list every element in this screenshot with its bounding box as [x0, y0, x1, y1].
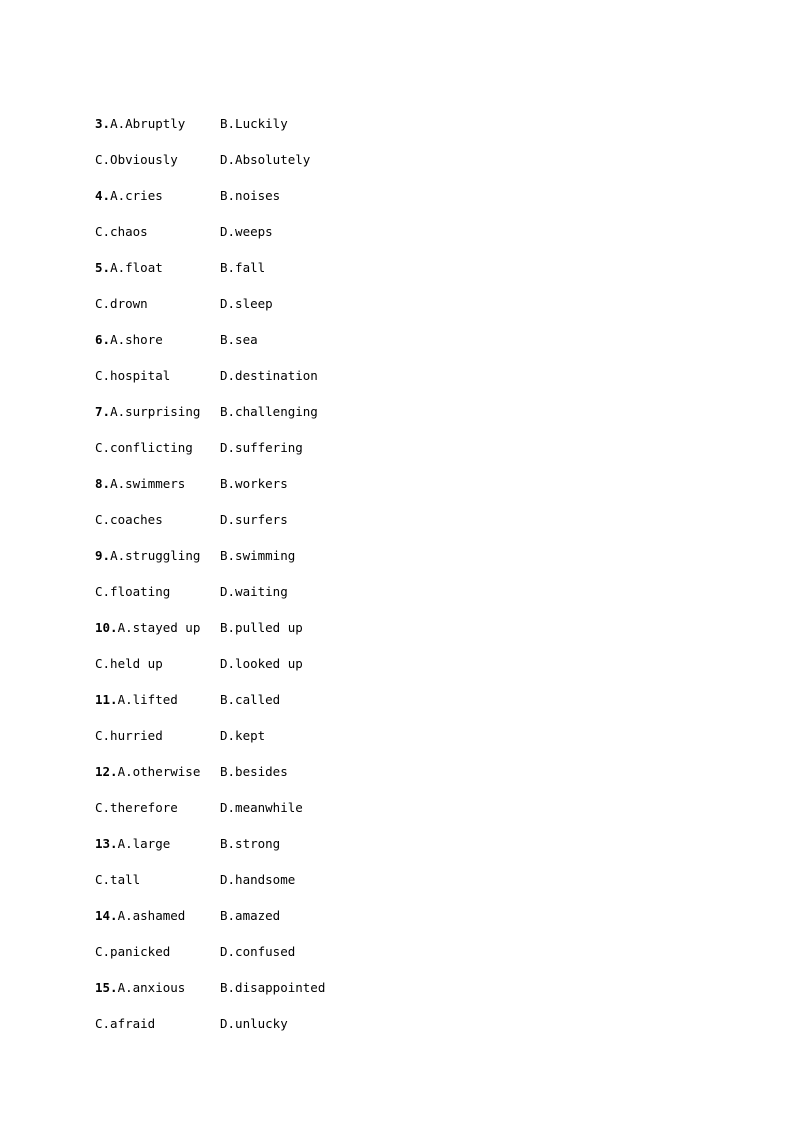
- option-d: D.handsome: [220, 871, 296, 887]
- option-c: C.hurried: [95, 727, 163, 743]
- question-number: 12.: [95, 763, 118, 779]
- option-row-ab: [95, 177, 695, 213]
- option-d: D.looked up: [220, 655, 303, 671]
- option-cell-a: [95, 692, 220, 707]
- option-c: C.Obviously: [95, 151, 178, 167]
- option-row-ab: [95, 753, 695, 789]
- option-d: D.unlucky: [220, 1015, 288, 1031]
- option-row-cd: [95, 933, 695, 969]
- option-d: D.surfers: [220, 511, 288, 527]
- question-number: 4.: [95, 187, 111, 203]
- option-c: C.hospital: [95, 367, 171, 383]
- option-d: D.kept: [220, 727, 266, 743]
- option-b: B.pulled up: [220, 619, 303, 635]
- option-row-cd: [95, 357, 695, 393]
- option-cell-a: [95, 548, 220, 563]
- question-number: 14.: [95, 907, 118, 923]
- option-b: B.Luckily: [220, 115, 288, 131]
- option-c: C.chaos: [95, 223, 148, 239]
- question-number: 11.: [95, 691, 118, 707]
- option-b: B.fall: [220, 259, 266, 275]
- option-a: A.cries: [110, 187, 163, 203]
- option-row-ab: [95, 249, 695, 285]
- option-b: B.strong: [220, 835, 281, 851]
- option-a: A.surprising: [110, 403, 201, 419]
- option-c: C.drown: [95, 295, 148, 311]
- option-row-cd: [95, 501, 695, 537]
- option-c: C.held up: [95, 655, 163, 671]
- option-row-ab: [95, 465, 695, 501]
- option-b: B.disappointed: [220, 979, 326, 995]
- option-row-cd: [95, 861, 695, 897]
- option-cell-a: [95, 332, 220, 347]
- option-row-ab: [95, 825, 695, 861]
- question-number: 13.: [95, 835, 118, 851]
- option-cell-a: [95, 980, 220, 995]
- option-d: D.suffering: [220, 439, 303, 455]
- option-b: B.noises: [220, 187, 281, 203]
- option-d: D.waiting: [220, 583, 288, 599]
- option-c: C.therefore: [95, 799, 178, 815]
- option-d: D.Absolutely: [220, 151, 311, 167]
- option-row-ab: [95, 537, 695, 573]
- option-a: A.struggling: [110, 547, 201, 563]
- question-number: 3.: [95, 115, 111, 131]
- option-row-cd: [95, 429, 695, 465]
- option-b: B.sea: [220, 331, 258, 347]
- option-row-ab: [95, 969, 695, 1005]
- option-cell-a: [95, 116, 220, 131]
- question-number: 9.: [95, 547, 111, 563]
- option-b: B.called: [220, 691, 281, 707]
- option-row-ab: [95, 897, 695, 933]
- option-c: C.tall: [95, 871, 141, 887]
- option-d: D.weeps: [220, 223, 273, 239]
- option-c: C.floating: [95, 583, 171, 599]
- option-a: A.ashamed: [117, 907, 186, 923]
- option-row-ab: [95, 681, 695, 717]
- option-b: B.swimming: [220, 547, 296, 563]
- option-row-ab: [95, 105, 695, 141]
- option-cell-a: [95, 620, 220, 635]
- option-b: B.besides: [220, 763, 288, 779]
- option-row-cd: [95, 213, 695, 249]
- option-d: D.meanwhile: [220, 799, 303, 815]
- option-c: C.afraid: [95, 1015, 156, 1031]
- option-a: A.anxious: [117, 979, 186, 995]
- option-d: D.confused: [220, 943, 296, 959]
- option-c: C.coaches: [95, 511, 163, 527]
- question-number: 5.: [95, 259, 111, 275]
- option-row-cd: [95, 141, 695, 177]
- question-list: [95, 105, 695, 1041]
- option-a: A.Abruptly: [110, 115, 186, 131]
- option-cell-a: [95, 188, 220, 203]
- option-a: A.shore: [110, 331, 163, 347]
- option-a: A.swimmers: [110, 475, 186, 491]
- option-cell-a: [95, 404, 220, 419]
- option-d: D.sleep: [220, 295, 273, 311]
- option-cell-a: [95, 260, 220, 275]
- option-row-ab: [95, 321, 695, 357]
- question-number: 6.: [95, 331, 111, 347]
- option-a: A.otherwise: [117, 763, 201, 779]
- option-row-cd: [95, 789, 695, 825]
- option-b: B.challenging: [220, 403, 318, 419]
- option-d: D.destination: [220, 367, 318, 383]
- option-row-cd: [95, 645, 695, 681]
- option-c: C.panicked: [95, 943, 171, 959]
- option-c: C.conflicting: [95, 439, 193, 455]
- option-a: A.float: [110, 259, 163, 275]
- option-a: A.large: [117, 835, 171, 851]
- option-row-cd: [95, 717, 695, 753]
- question-number: 8.: [95, 475, 111, 491]
- option-a: A.lifted: [117, 691, 178, 707]
- option-row-cd: [95, 573, 695, 609]
- option-row-cd: [95, 1005, 695, 1041]
- option-b: B.workers: [220, 475, 288, 491]
- option-cell-a: [95, 908, 220, 923]
- option-cell-a: [95, 836, 220, 851]
- option-row-ab: [95, 393, 695, 429]
- option-a: A.stayed up: [117, 619, 201, 635]
- option-cell-a: [95, 476, 220, 491]
- option-row-cd: [95, 285, 695, 321]
- option-cell-a: [95, 764, 220, 779]
- option-b: B.amazed: [220, 907, 281, 923]
- question-number: 7.: [95, 403, 111, 419]
- option-row-ab: [95, 609, 695, 645]
- question-number: 10.: [95, 619, 118, 635]
- question-number: 15.: [95, 979, 118, 995]
